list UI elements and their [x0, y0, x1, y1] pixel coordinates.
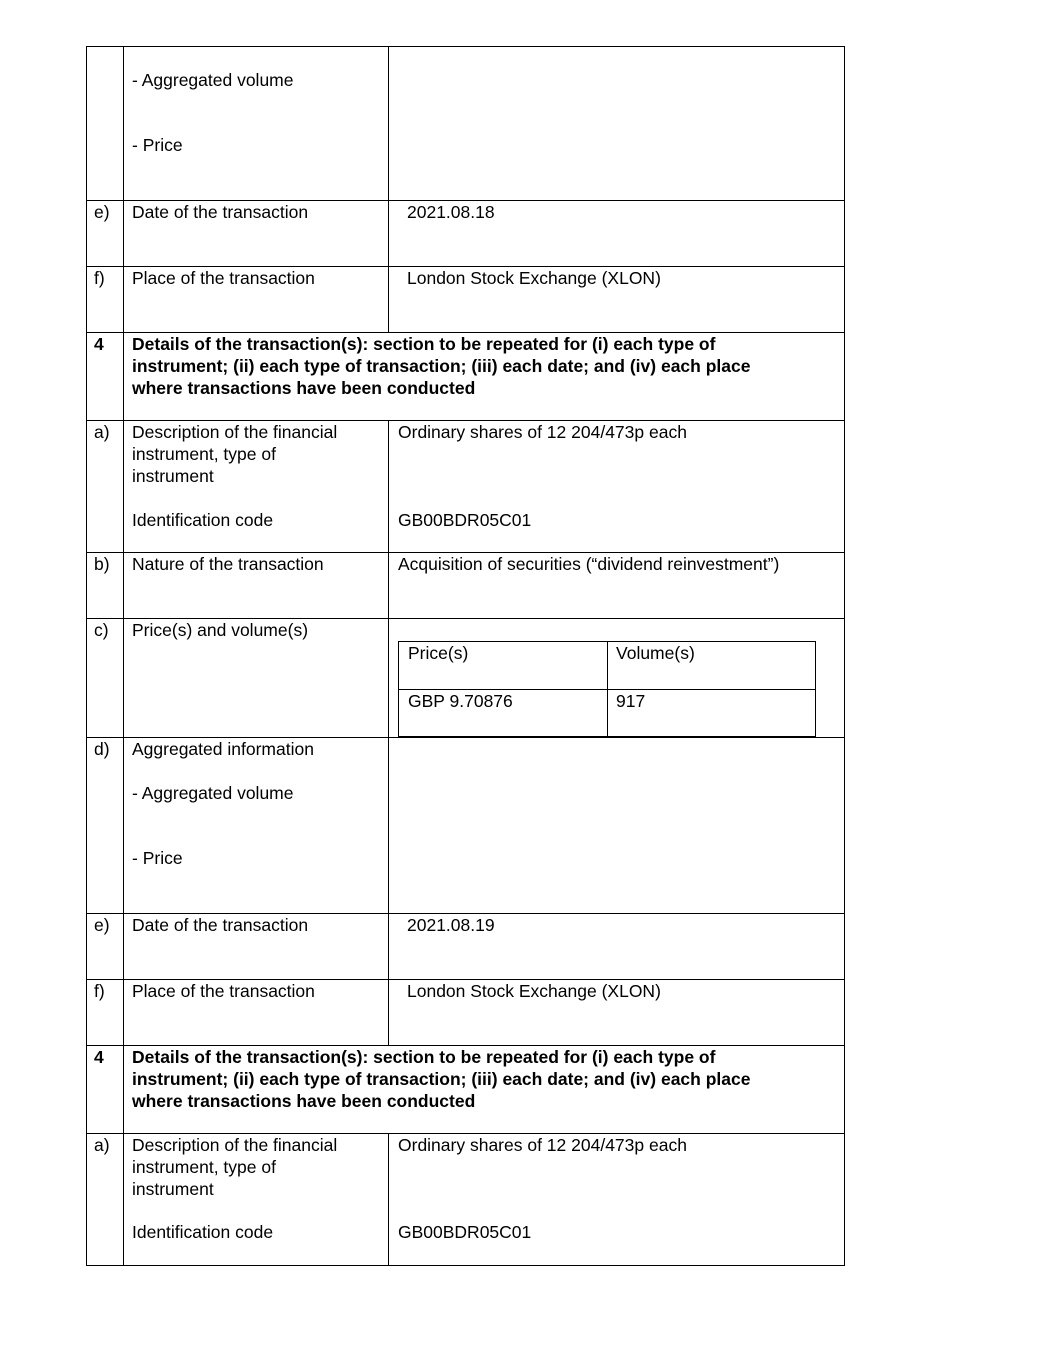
row-letter-e: e)	[94, 202, 110, 222]
transaction-place-label: Place of the transaction	[132, 981, 315, 1001]
identification-code-label: Identification code	[132, 1222, 274, 1242]
nested-table-border-left	[398, 641, 399, 737]
transaction-place-value: London Stock Exchange (XLON)	[407, 981, 661, 1001]
transaction-place-label: Place of the transaction	[132, 268, 315, 288]
aggregated-volume-label: - Aggregated volume	[132, 70, 294, 90]
column-divider-letter	[123, 46, 124, 1266]
column-divider-value	[388, 46, 389, 333]
instrument-description-label: instrument	[132, 1179, 214, 1199]
transaction-place-value: London Stock Exchange (XLON)	[407, 268, 661, 288]
table-border-bottom	[86, 1265, 845, 1266]
nested-table-border-right	[815, 641, 816, 737]
column-divider-value	[388, 421, 389, 1046]
nested-table-column-divider	[607, 641, 608, 737]
identification-code-label: Identification code	[132, 510, 274, 530]
instrument-description-value: Ordinary shares of 12 204/473p each	[398, 1135, 687, 1155]
section-heading-line: Details of the transaction(s): section to be repeated for (i) each type of	[132, 1047, 716, 1067]
section-heading-line: Details of the transaction(s): section to be repeated for (i) each type of	[132, 334, 716, 354]
section-number: 4	[94, 1047, 104, 1067]
price-volume-label: Price(s) and volume(s)	[132, 620, 309, 640]
table-border-right	[844, 46, 845, 1266]
nested-table-header-price: Price(s)	[408, 643, 469, 663]
identification-code-value: GB00BDR05C01	[398, 510, 532, 530]
transaction-date-label: Date of the transaction	[132, 202, 309, 222]
table-border-left	[86, 46, 87, 1266]
row-letter-f: f)	[94, 981, 105, 1001]
row-letter-c: c)	[94, 620, 109, 640]
nested-table-cell-volume: 917	[616, 691, 646, 711]
section-heading-line: instrument; (ii) each type of transaction; (iii) each date; and (iv) each place	[132, 1069, 751, 1089]
transaction-nature-label: Nature of the transaction	[132, 554, 324, 574]
transaction-date-value: 2021.08.18	[407, 202, 495, 222]
table-border-top	[86, 46, 845, 47]
aggregated-volume-label: - Aggregated volume	[132, 783, 294, 803]
instrument-description-label: Description of the financial	[132, 422, 338, 442]
row-letter-f: f)	[94, 268, 105, 288]
section-heading-line: instrument; (ii) each type of transaction; (iii) each date; and (iv) each place	[132, 356, 751, 376]
nested-table-header-volume: Volume(s)	[616, 643, 695, 663]
transaction-date-value: 2021.08.19	[407, 915, 495, 935]
section-number: 4	[94, 334, 104, 354]
aggregated-information-label: Aggregated information	[132, 739, 314, 759]
identification-code-value: GB00BDR05C01	[398, 1222, 532, 1242]
column-divider-value	[388, 1134, 389, 1266]
transaction-nature-value: Acquisition of securities (“dividend reinvestment”)	[398, 554, 780, 574]
nested-table-cell-price: GBP 9.70876	[408, 691, 513, 711]
section-heading-line: where transactions have been conducted	[132, 378, 476, 398]
row-letter-a: a)	[94, 422, 110, 442]
instrument-description-label: instrument	[132, 466, 214, 486]
row-letter-d: d)	[94, 739, 110, 759]
instrument-description-label: instrument, type of	[132, 1157, 276, 1177]
row-letter-e: e)	[94, 915, 110, 935]
price-label: - Price	[132, 848, 183, 868]
row-letter-b: b)	[94, 554, 110, 574]
price-label: - Price	[132, 135, 183, 155]
transaction-date-label: Date of the transaction	[132, 915, 309, 935]
instrument-description-value: Ordinary shares of 12 204/473p each	[398, 422, 687, 442]
instrument-description-label: Description of the financial	[132, 1135, 338, 1155]
section-heading-line: where transactions have been conducted	[132, 1091, 476, 1111]
row-letter-a: a)	[94, 1135, 110, 1155]
instrument-description-label: instrument, type of	[132, 444, 276, 464]
